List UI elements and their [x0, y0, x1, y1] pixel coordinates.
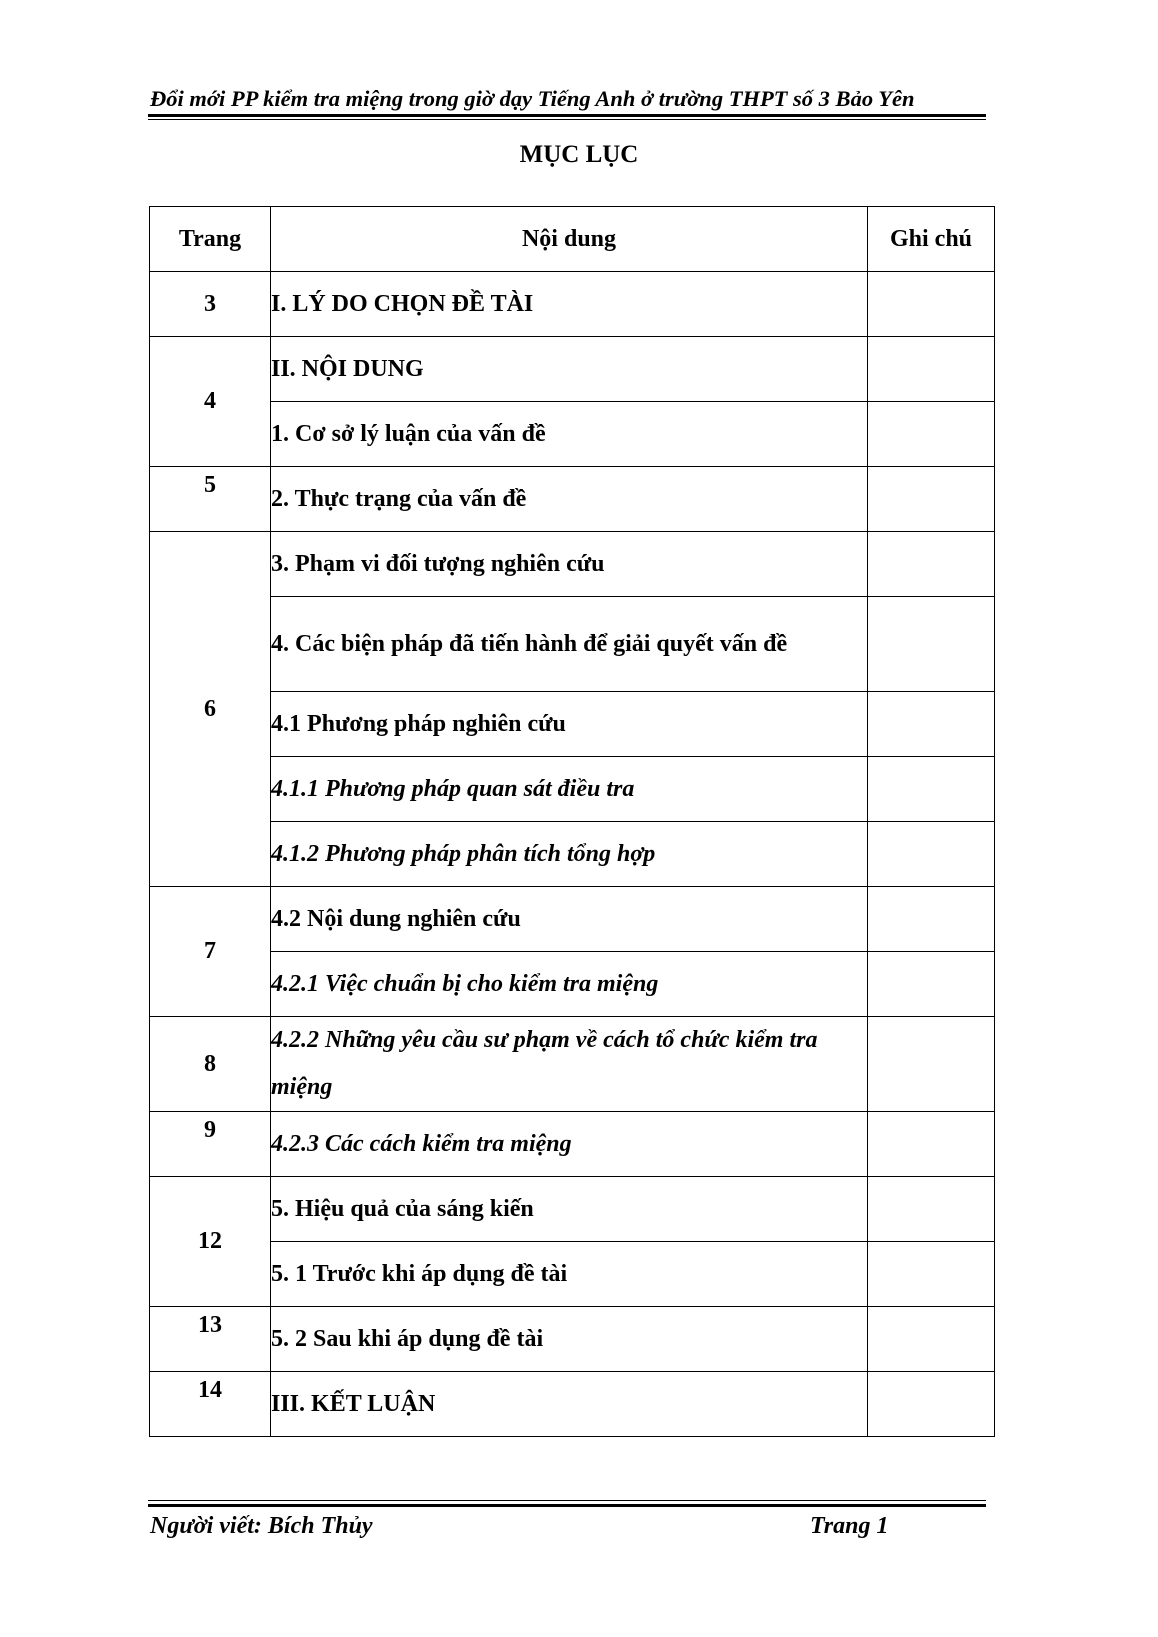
note-cell: [868, 532, 995, 597]
header-rule-top: [148, 114, 986, 117]
note-cell: [868, 822, 995, 887]
table-row: [150, 467, 995, 532]
note-cell: [868, 757, 995, 822]
note-cell: [868, 467, 995, 532]
note-cell: [868, 1177, 995, 1242]
table-row: [150, 692, 995, 757]
note-cell: [868, 1017, 995, 1112]
page-number: 9: [150, 1112, 271, 1177]
toc-entry: 4.2.1 Việc chuẩn bị cho kiểm tra miệng: [271, 952, 868, 1017]
table-row: [150, 1017, 995, 1112]
toc-entry: 5. Hiệu quả của sáng kiến: [271, 1177, 868, 1242]
toc-entry: 4.2.3 Các cách kiểm tra miệng: [271, 1112, 868, 1177]
page-number: 3: [150, 272, 271, 337]
toc-entry: II. NỘI DUNG: [271, 337, 868, 402]
page-number: 8: [150, 1017, 271, 1112]
toc-entry: 4. Các biện pháp đã tiến hành để giải quyết vấn đề: [271, 597, 868, 692]
toc-entry: I. LÝ DO CHỌN ĐỀ TÀI: [271, 272, 868, 337]
toc-entry: 1. Cơ sở lý luận của vấn đề: [271, 402, 868, 467]
table-row: [150, 1372, 995, 1437]
table-row: [150, 532, 995, 597]
footer-rule-top: [148, 1500, 986, 1501]
toc-entry: 4.1 Phương pháp nghiên cứu: [271, 692, 868, 757]
toc-entry: 4.2.2 Những yêu cầu sư phạm về cách tổ chức kiểm tra miệng: [271, 1017, 868, 1112]
page-number: 6: [150, 532, 271, 887]
page-number: 4: [150, 337, 271, 467]
table-row: [150, 272, 995, 337]
table-row: [150, 337, 995, 402]
note-cell: [868, 1112, 995, 1177]
table-row: [150, 887, 995, 952]
page-number: 5: [150, 467, 271, 532]
toc-title: MỤC LỤC: [519, 141, 639, 168]
page-number: 7: [150, 887, 271, 1017]
footer-rule-bottom: [148, 1504, 986, 1507]
toc-table: [149, 206, 995, 1437]
table-row: [150, 1112, 995, 1177]
column-header-content: Nội dung: [271, 207, 868, 272]
note-cell: [868, 1242, 995, 1307]
table-row: [150, 822, 995, 887]
note-cell: [868, 272, 995, 337]
note-cell: [868, 402, 995, 467]
footer-author: Người viết: Bích Thủy: [150, 1513, 373, 1539]
note-cell: [868, 597, 995, 692]
toc-entry: 4.1.2 Phương pháp phân tích tổng hợp: [271, 822, 868, 887]
note-cell: [868, 337, 995, 402]
page-number: 14: [150, 1372, 271, 1437]
note-cell: [868, 692, 995, 757]
table-row: [150, 1242, 995, 1307]
toc-entry: 5. 2 Sau khi áp dụng đề tài: [271, 1307, 868, 1372]
note-cell: [868, 952, 995, 1017]
table-row: [150, 402, 995, 467]
table-row: [150, 952, 995, 1017]
toc-entry: 4.2 Nội dung nghiên cứu: [271, 887, 868, 952]
page-number: 13: [150, 1307, 271, 1372]
toc-entry: 5. 1 Trước khi áp dụng đề tài: [271, 1242, 868, 1307]
note-cell: [868, 1372, 995, 1437]
table-row: [150, 597, 995, 692]
toc-entry: 2. Thực trạng của vấn đề: [271, 467, 868, 532]
toc-header-row: [150, 207, 995, 272]
note-cell: [868, 887, 995, 952]
table-row: [150, 1307, 995, 1372]
toc-entry: 4.1.1 Phương pháp quan sát điều tra: [271, 757, 868, 822]
document-title: Đổi mới PP kiểm tra miệng trong giờ dạy Tiếng Anh ở trường THPT số 3 Bảo Yên: [150, 86, 915, 111]
table-row: [150, 1177, 995, 1242]
note-cell: [868, 1307, 995, 1372]
column-header-page: Trang: [150, 207, 271, 272]
column-header-note: Ghi chú: [868, 207, 995, 272]
toc-entry: III. KẾT LUẬN: [271, 1372, 868, 1437]
footer-page-number: Trang 1: [810, 1513, 889, 1539]
header-rule-bottom: [148, 119, 986, 120]
toc-entry: 3. Phạm vi đối tượng nghiên cứu: [271, 532, 868, 597]
table-row: [150, 757, 995, 822]
page-number: 12: [150, 1177, 271, 1307]
